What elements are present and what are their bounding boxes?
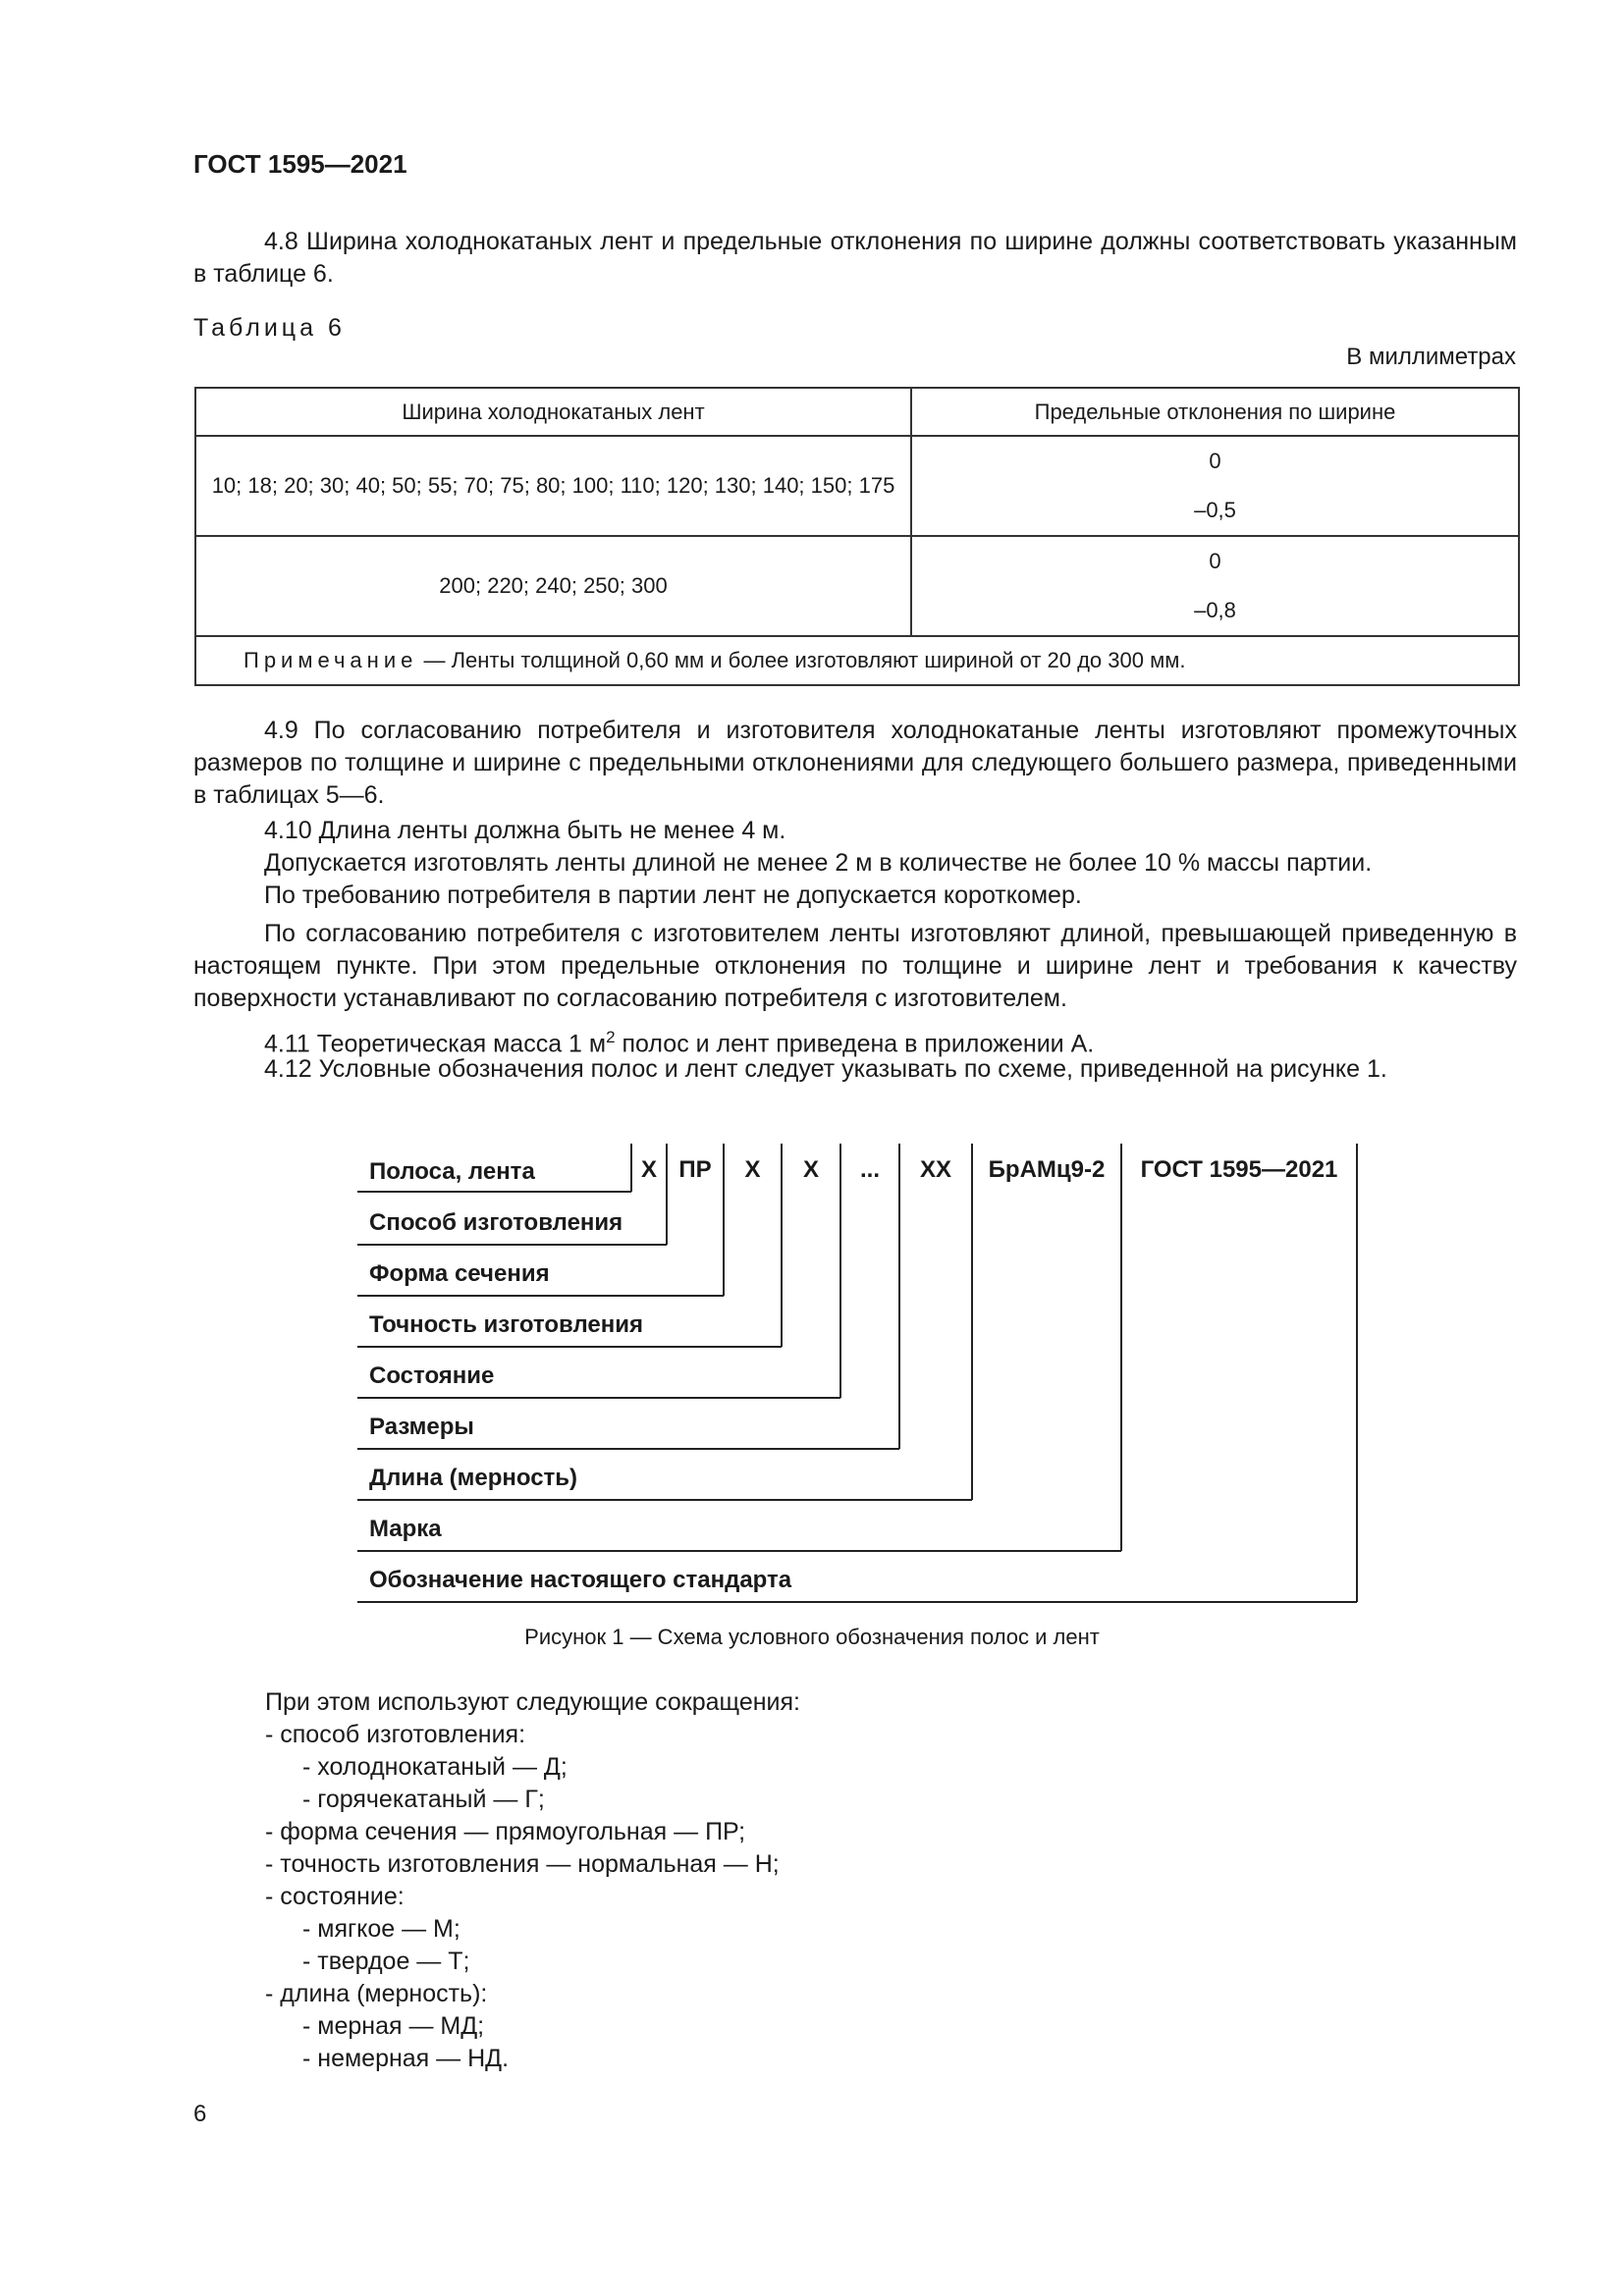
code-length: ХХ — [919, 1156, 951, 1183]
scheme-row-length: Длина (мерность) — [369, 1465, 578, 1491]
code-grade: БрАМц9-2 — [988, 1156, 1106, 1183]
table-6 — [194, 387, 1520, 686]
scheme-row-accuracy: Точность изготовления — [369, 1311, 643, 1338]
list-item: - длина (мерность): — [265, 1980, 488, 2007]
list-item: - точность изготовления — нормальная — Н; — [265, 1850, 780, 1878]
paragraph-4-10: 4.10 Длина ленты должна быть не менее 4 м. — [264, 817, 786, 844]
scheme-row-standard: Обозначение настоящего стандарта — [369, 1567, 792, 1593]
table-caption: Таблица 6 — [193, 314, 346, 342]
list-item: - немерная — НД. — [302, 2045, 510, 2072]
table-cell-upper: 0 — [911, 436, 1519, 486]
code-manufacture: Х — [640, 1156, 657, 1183]
paragraph-4-9: 4.9 По согласованию потребителя и изготовителя холоднокатаные ленты изготовляют промежуточных размеров по толщине и ширине с предельными отклонениями для следующего большего размера, приведенными в таблицах 5—6. — [193, 717, 1517, 809]
code-state: Х — [802, 1156, 819, 1183]
table-cell-width: 10; 18; 20; 30; 40; 50; 55; 70; 75; 80; 100; 110; 120; 130; 140; 150; 175 — [195, 436, 911, 536]
paragraph-4-8: 4.8 Ширина холоднокатаных лент и предельные отклонения по ширине должны соответствовать указанным в таблице 6. — [193, 228, 1517, 288]
code-standard: ГОСТ 1595—2021 — [1140, 1156, 1338, 1183]
paragraph-4-10b: Допускается изготовлять ленты длиной не менее 2 м в количестве не более 10 % массы партии. — [264, 849, 1373, 877]
scheme-row-section: Форма сечения — [369, 1260, 550, 1287]
figure-caption: Рисунок 1 — Схема условного обозначения полос и лент — [524, 1625, 1100, 1649]
scheme-row-manufacture: Способ изготовления — [369, 1209, 623, 1236]
scheme-row-grade: Марка — [369, 1516, 442, 1542]
list-item: - форма сечения — прямоугольная — ПР; — [265, 1818, 746, 1845]
col-header-width: Ширина холоднокатаных лент — [195, 388, 911, 436]
note-text: — Ленты толщиной 0,60 мм и более изготовляют шириной от 20 до 300 мм. — [417, 648, 1186, 672]
scheme-row-state: Состояние — [369, 1362, 495, 1389]
page-header: ГОСТ 1595—2021 — [193, 149, 407, 179]
paragraph-4-12: 4.12 Условные обозначения полос и лент следует указывать по схеме, приведенной на рисунке 1. — [264, 1055, 1387, 1083]
list-item: - способ изготовления: — [265, 1721, 526, 1748]
p411-sup: 2 — [606, 1028, 616, 1046]
code-accuracy: Х — [744, 1156, 761, 1183]
list-item: - твердое — Т; — [302, 1948, 470, 1975]
table-note — [195, 636, 1519, 685]
list-item: - мягкое — М; — [302, 1915, 460, 1943]
code-sizes: ... — [859, 1156, 880, 1183]
scheme-row-product: Полоса, лента — [369, 1158, 535, 1185]
list-item: - горячекатаный — Г; — [302, 1786, 545, 1813]
abbrev-intro: При этом используют следующие сокращения: — [265, 1688, 800, 1716]
list-item: - мерная — МД; — [302, 2012, 485, 2040]
p411-pre: 4.11 Теоретическая масса 1 м — [264, 1030, 607, 1058]
table-cell-width: 200; 220; 240; 250; 300 — [195, 536, 911, 636]
abbrev-list — [0, 1719, 780, 2075]
table-cell-upper: 0 — [911, 536, 1519, 586]
code-section: ПР — [678, 1156, 712, 1183]
table-cell-lower: –0,8 — [911, 586, 1519, 636]
p411-post: полос и лент приведена в приложении А. — [615, 1030, 1095, 1058]
col-header-deviation: Предельные отклонения по ширине — [911, 388, 1519, 436]
note-label: Примечание — [244, 648, 418, 672]
list-item: - состояние: — [265, 1883, 405, 1910]
paragraph-4-10c: По требованию потребителя в партии лент не допускается короткомер. — [264, 881, 1082, 909]
paragraph-4-10d: По согласованию потребителя с изготовителем ленты изготовляют длиной, превышающей приведенную в настоящем пункте. При этом предельные отклонения по толщине и ширине лент и требования к качеству поверхности устанавливают по согласованию потребителя с изготовителем. — [193, 920, 1517, 1012]
scheme-row-sizes: Размеры — [369, 1414, 474, 1440]
page-number: 6 — [193, 2101, 207, 2127]
table-units: В миллиметрах — [1346, 344, 1516, 370]
table-cell-lower: –0,5 — [911, 486, 1519, 536]
list-item: - холоднокатаный — Д; — [302, 1753, 568, 1781]
